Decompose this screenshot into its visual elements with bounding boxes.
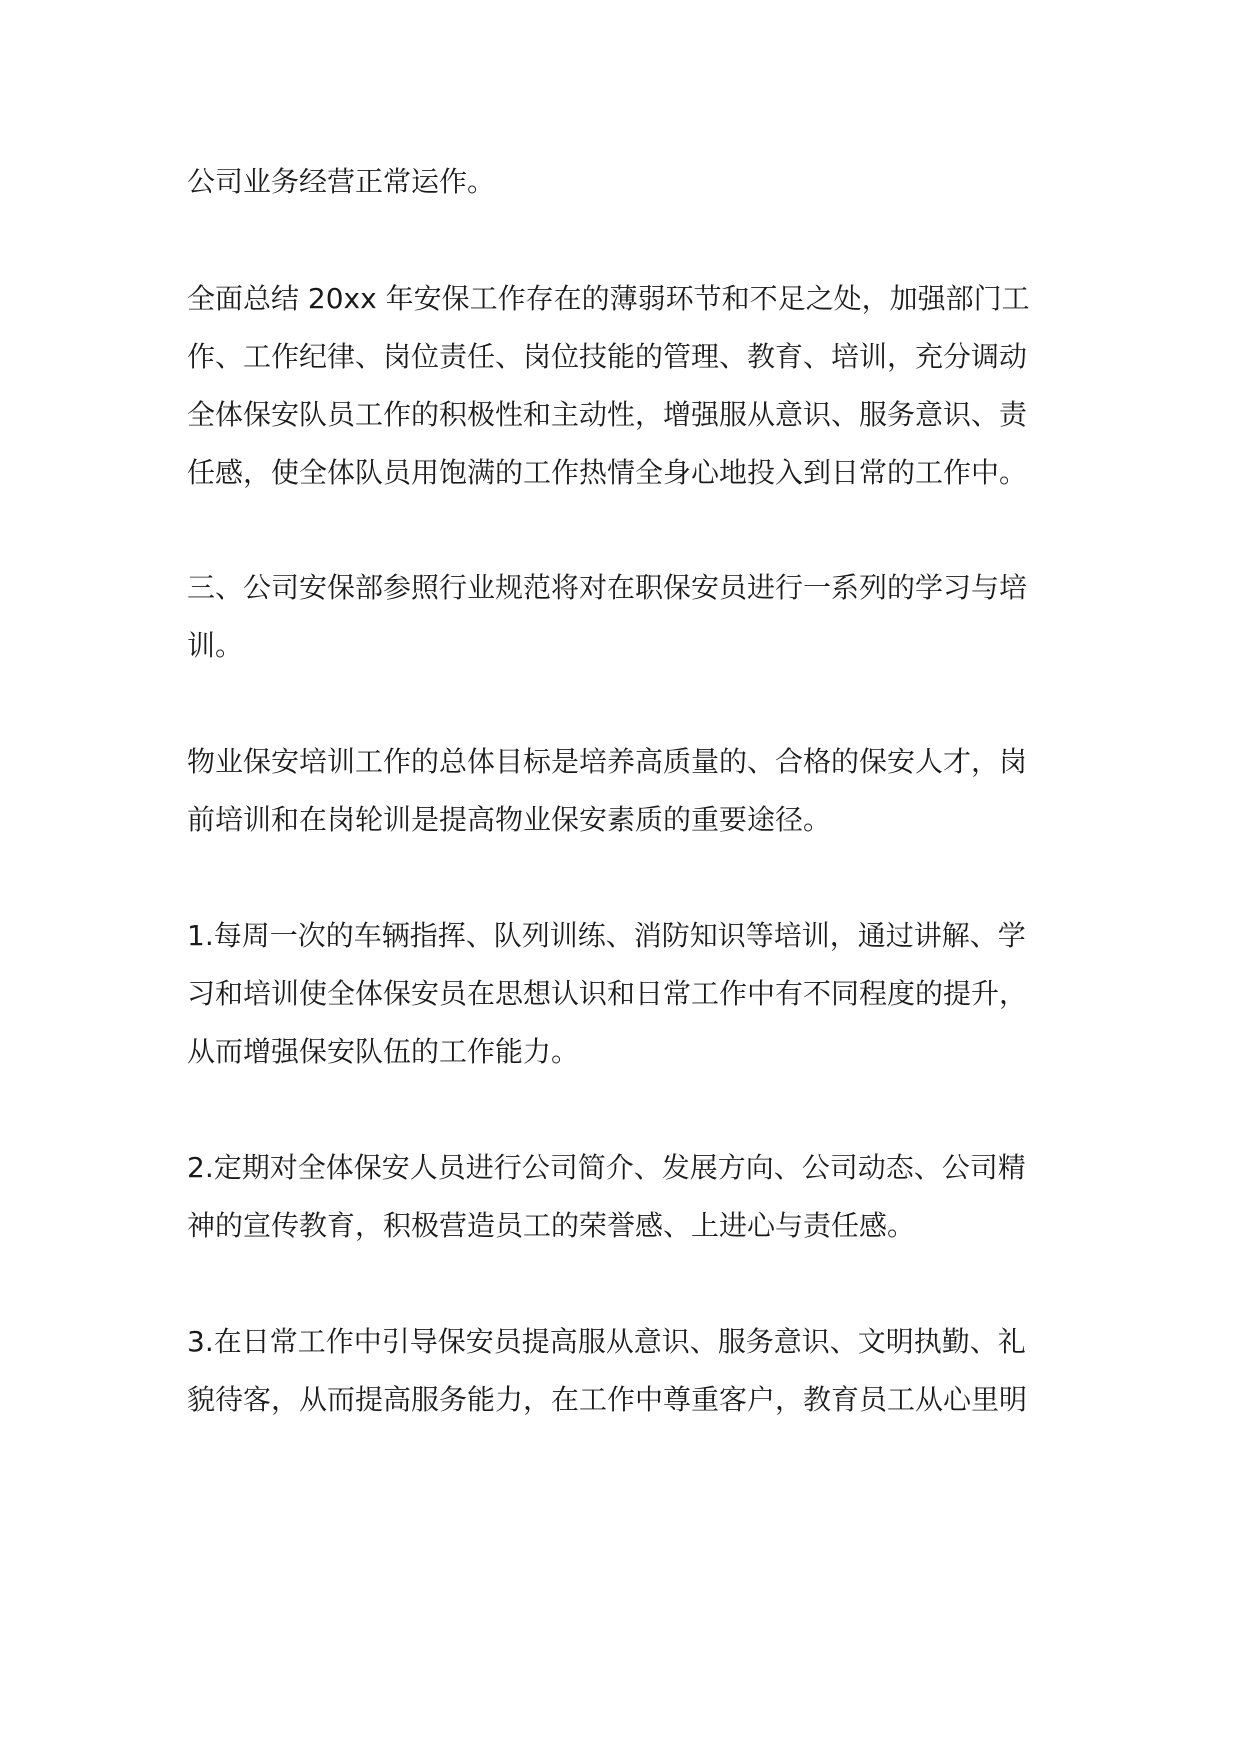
paragraph-3-line-2: 训。 bbox=[187, 629, 244, 662]
paragraph-6-line-1: 2.定期对全体保安人员进行公司简介、发展方向、公司动态、公司精 bbox=[187, 1151, 1026, 1184]
paragraph-7-line-1: 3.在日常工作中引导保安员提高服从意识、服务意识、文明执勤、礼 bbox=[187, 1325, 1026, 1358]
paragraph-4-line-1: 物业保安培训工作的总体目标是培养高质量的、合格的保安人才，岗 bbox=[187, 745, 1028, 778]
paragraph-5-line-1: 1.每周一次的车辆指挥、队列训练、消防知识等培训，通过讲解、学 bbox=[187, 919, 1026, 952]
paragraph-2-line-4: 任感，使全体队员用饱满的工作热情全身心地投入到日常的工作中。 bbox=[187, 456, 1028, 489]
paragraph-1-line-1: 公司业务经营正常运作。 bbox=[187, 165, 496, 198]
paragraph-6-line-2: 神的宣传教育，积极营造员工的荣誉感、上进心与责任感。 bbox=[187, 1209, 916, 1242]
paragraph-3-line-1: 三、公司安保部参照行业规范将对在职保安员进行一系列的学习与培 bbox=[187, 571, 1028, 604]
paragraph-2-line-1: 全面总结 20xx 年安保工作存在的薄弱环节和不足之处，加强部门工 bbox=[187, 282, 1030, 315]
paragraph-5-line-3: 从而增强保安队伍的工作能力。 bbox=[187, 1035, 580, 1068]
paragraph-2-line-3: 全体保安队员工作的积极性和主动性，增强服从意识、服务意识、责 bbox=[187, 398, 1028, 431]
paragraph-4-line-2: 前培训和在岗轮训是提高物业保安素质的重要途径。 bbox=[187, 803, 832, 836]
paragraph-5-line-2: 习和培训使全体保安员在思想认识和日常工作中有不同程度的提升， bbox=[187, 977, 1028, 1010]
paragraph-2-line-2: 作、工作纪律、岗位责任、岗位技能的管理、教育、培训，充分调动 bbox=[187, 340, 1028, 373]
paragraph-7-line-2: 貌待客，从而提高服务能力，在工作中尊重客户，教育员工从心里明 bbox=[187, 1383, 1028, 1416]
